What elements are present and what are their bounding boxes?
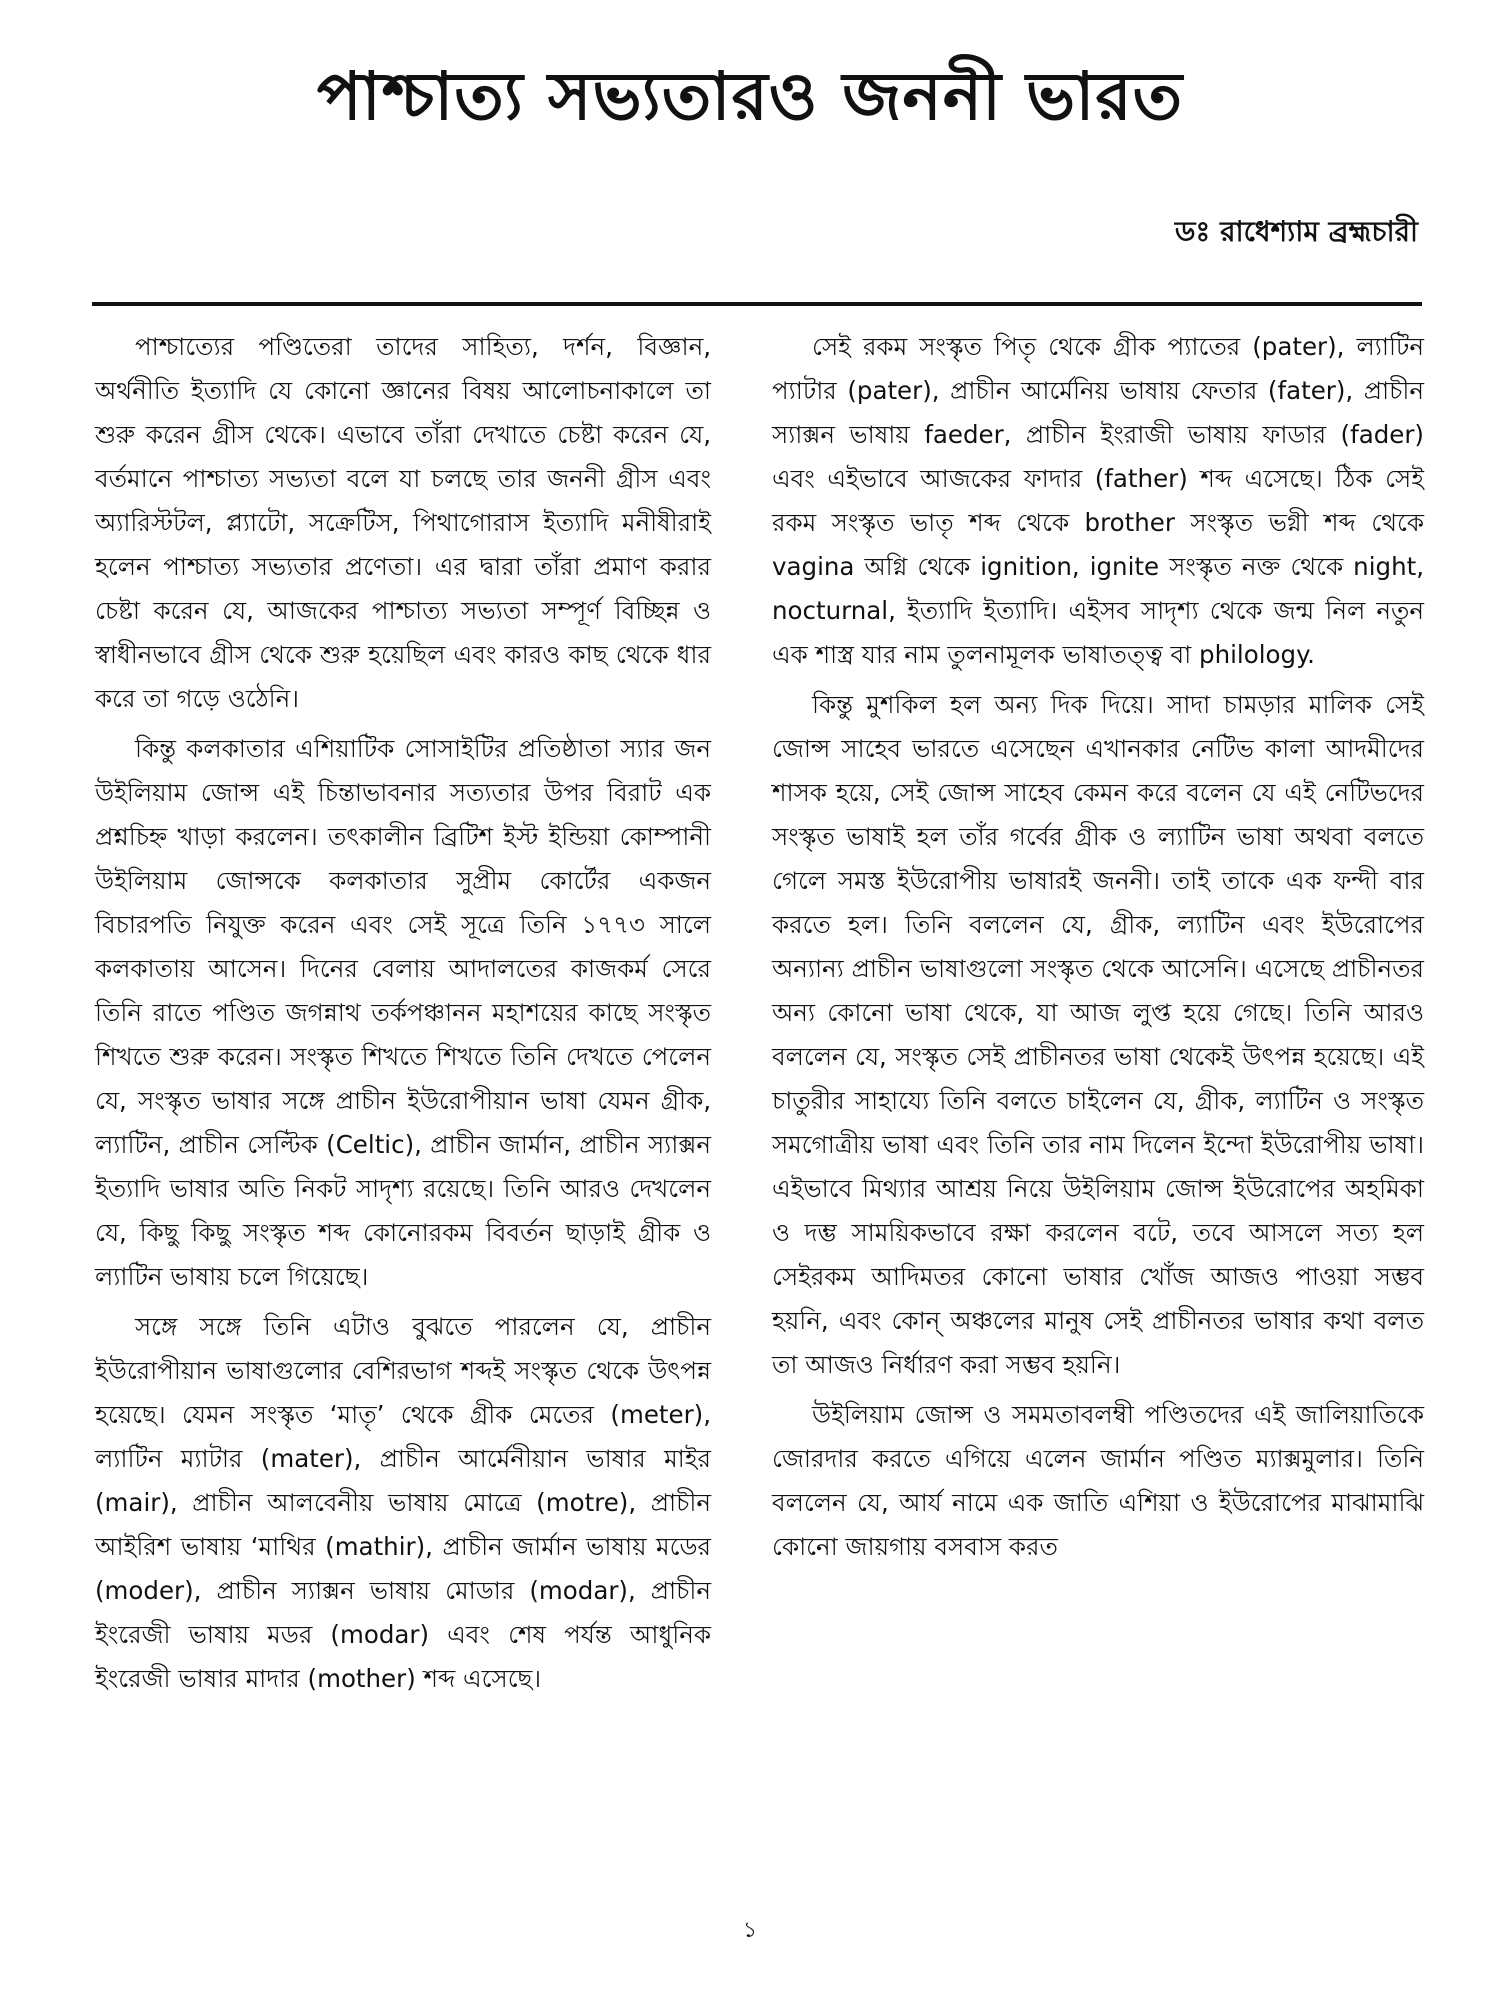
paragraph: পাশ্চাত্যের পণ্ডিতেরা তাদের সাহিত্য, দর্শন, বিজ্ঞান, অর্থনীতি ইত্যাদি যে কোনো জ্ঞানের বিষয় আলোচনাকালে তা শুরু করেন গ্রীস থেকে। এভাবে তাঁরা দেখাতে চেষ্টা করেন যে, বর্তমানে পাশ্চাত্য সভ্যতা বলে যা চলছে তার জননী গ্রীস এবং অ্যারিস্টটল, প্ল্যাটো, সক্রেটিস, পিথাগোরাস ইত্যাদি মনীষীরাই হলেন পাশ্চাত্য সভ্যতার প্রণেতা। এর দ্বারা তাঁরা প্রমাণ করার চেষ্টা করেন যে, আজকের পাশ্চাত্য সভ্যতা সম্পূর্ণ বিচ্ছিন্ন ও স্বাধীনভাবে গ্রীস থেকে শুরু হয়েছিল এবং কারও কাছ থেকে ধার করে তা গড়ে ওঠেনি। bbox=[95, 332, 711, 713]
paragraph: উইলিয়াম জোন্স ও সমমতাবলম্বী পণ্ডিতদের এই জালিয়াতিকে জোরদার করতে এগিয়ে এলেন জার্মান পণ্ডিত ম্যাক্সমুলার। তিনি বললেন যে, আর্য নামে এক জাতি এশিয়া ও ইউরোপের মাঝামাঝি কোনো জায়গায় বসবাস করত bbox=[772, 1400, 1424, 1561]
paragraph: সেই রকম সংস্কৃত পিতৃ থেকে গ্রীক প্যাতের (pater), ল্যাটিন প্যাটার (pater), প্রাচীন আর্মেনিয় ভাষায় ফেতার (fater), প্রাচীন স্যাক্সন ভাষায় faeder, প্রাচীন ইংরাজী ভাষায় ফাডার (fader) এবং এইভাবে আজকের ফাদার (father) শব্দ এসেছে। ঠিক সেই রকম সংস্কৃত ভাতৃ শব্দ থেকে brother সংস্কৃত ভগ্নী শব্দ থেকে vagina অগ্নি থেকে ignition, ignite সংস্কৃত নক্ত থেকে night, nocturnal, ইত্যাদি ইত্যাদি। এইসব সাদৃশ্য থেকে জন্ম নিল নতুন এক শাস্ত্র যার নাম তুলনামূলক ভাষাতত্ত্ব বা philology. bbox=[772, 332, 1424, 669]
author-byline: ডঃ রাধেশ্যাম ব্রহ্মচারী bbox=[1174, 215, 1418, 248]
left-column bbox=[95, 325, 711, 1707]
paragraph: সঙ্গে সঙ্গে তিনি এটাও বুঝতে পারলেন যে, প্রাচীন ইউরোপীয়ান ভাষাগুলোর বেশিরভাগ শব্দই সংস্কৃত থেকে উৎপন্ন হয়েছে। যেমন সংস্কৃত ‘মাতৃ’ থেকে গ্রীক মেতের (meter), ল্যাটিন ম্যাটার (mater), প্রাচীন আর্মেনীয়ান ভাষার মাইর (mair), প্রাচীন আলবেনীয় ভাষায় মোত্রে (motre), প্রাচীন আইরিশ ভাষায় ‘মাথির (mathir), প্রাচীন জার্মান ভাষায় মডের (moder), প্রাচীন স্যাক্সন ভাষায় মোডার (modar), প্রাচীন ইংরেজী ভাষায় মডর (modar) এবং শেষ পর্যন্ত আধুনিক ইংরেজী ভাষার মাদার (mother) শব্দ এসেছে। bbox=[95, 1312, 711, 1693]
page-number: ১ bbox=[742, 1918, 758, 1943]
paragraph: কিন্তু কলকাতার এশিয়াটিক সোসাইটির প্রতিষ্ঠাতা স্যার জন উইলিয়াম জোন্স এই চিন্তাভাবনার সত্যতার উপর বিরাট এক প্রশ্নচিহ্ন খাড়া করলেন। তৎকালীন ব্রিটিশ ইস্ট ইন্ডিয়া কোম্পানী উইলিয়াম জোন্সকে কলকাতার সুপ্রীম কোর্টের একজন বিচারপতি নিযুক্ত করেন এবং সেই সূত্রে তিনি ১৭৭৩ সালে কলকাতায় আসেন। দিনের বেলায় আদালতের কাজকর্ম সেরে তিনি রাতে পণ্ডিত জগন্নাথ তর্কপঞ্চানন মহাশয়ের কাছে সংস্কৃত শিখতে শুরু করেন। সংস্কৃত শিখতে শিখতে তিনি দেখতে পেলেন যে, সংস্কৃত ভাষার সঙ্গে প্রাচীন ইউরোপীয়ান ভাষা যেমন গ্রীক, ল্যাটিন, প্রাচীন সেল্টিক (Celtic), প্রাচীন জার্মান, প্রাচীন স্যাক্সন ইত্যাদি ভাষার অতি নিকট সাদৃশ্য রয়েছে। তিনি আরও দেখলেন যে, কিছু কিছু সংস্কৃত শব্দ কোনোরকম বিবর্তন ছাড়াই গ্রীক ও ল্যাটিন ভাষায় চলে গিয়েছে। bbox=[95, 734, 711, 1291]
paragraph: কিন্তু মুশকিল হল অন্য দিক দিয়ে। সাদা চামড়ার মালিক সেই জোন্স সাহেব ভারতে এসেছেন এখানকার নেটিভ কালা আদমীদের শাসক হয়ে, সেই জোন্স সাহেব কেমন করে বলেন যে এই নেটিভদের সংস্কৃত ভাষাই হল তাঁর গর্বের গ্রীক ও ল্যাটিন ভাষা অথবা বলতে গেলে সমস্ত ইউরোপীয় ভাষারই জননী। তাই তাকে এক ফন্দী বার করতে হল। তিনি বললেন যে, গ্রীক, ল্যাটিন এবং ইউরোপের অন্যান্য প্রাচীন ভাষাগুলো সংস্কৃত থেকে আসেনি। এসেছে প্রাচীনতর অন্য কোনো ভাষা থেকে, যা আজ লুপ্ত হয়ে গেছে। তিনি আরও বললেন যে, সংস্কৃত সেই প্রাচীনতর ভাষা থেকেই উৎপন্ন হয়েছে। এই চাতুরীর সাহায্যে তিনি বলতে চাইলেন যে, গ্রীক, ল্যাটিন ও সংস্কৃত সমগোত্রীয় ভাষা এবং তিনি তার নাম দিলেন ইন্দো ইউরোপীয় ভাষা। এইভাবে মিথ্যার আশ্রয় নিয়ে উইলিয়াম জোন্স ইউরোপের অহমিকা ও দম্ভ সাময়িকভাবে রক্ষা করলেন বটে, তবে আসলে সত্য হল সেইরকম আদিমতর কোনো ভাষার খোঁজ আজও পাওয়া সম্ভব হয়নি, এবং কোন্ অঞ্চলের মানুষ সেই প্রাচীনতর ভাষার কথা বলত তা আজও নির্ধারণ করা সম্ভব হয়নি। bbox=[772, 690, 1424, 1379]
right-column bbox=[772, 325, 1424, 1575]
article-title: পাশ্চাত্য সভ্যতারও জননী ভারত bbox=[316, 58, 1184, 135]
header-divider bbox=[92, 302, 1422, 306]
